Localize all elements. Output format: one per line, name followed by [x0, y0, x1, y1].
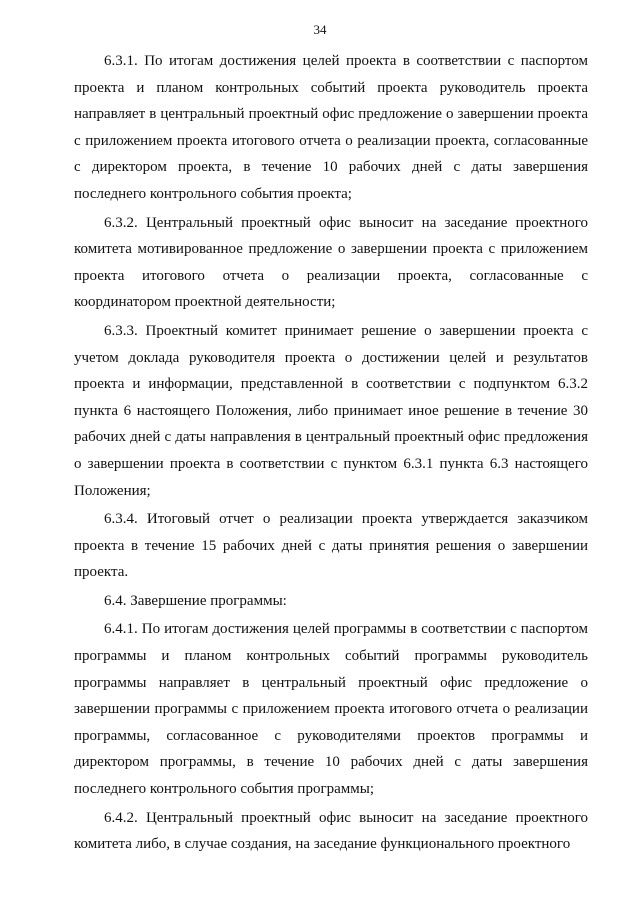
paragraph-6-4-1: 6.4.1. По итогам достижения целей программы в соответствии с паспортом программы и планом контрольных событий программы руководитель программы направляет в центральный проектный офис предложение о завершении программы с приложением проекта итогового отчета о реализации программы, согласованное с руководителями проектов программы и директором программы, в течение 10 рабочих дней с даты завершения последнего контрольного события программы;: [74, 621, 588, 798]
paragraph-6-3-2: 6.3.2. Центральный проектный офис выносит на заседание проектного комитета мотивированное предложение о завершении проекта с приложением проекта итогового отчета о реализации проекта, согласованные с координатором проектной деятельности;: [74, 214, 588, 311]
paragraph-6-3-4: 6.3.4. Итоговый отчет о реализации проекта утверждается заказчиком проекта в течение 15 рабочих дней с даты принятия решения о завершении проекта.: [74, 511, 588, 581]
page-bottom-margin: [0, 895, 640, 905]
document-body: [74, 48, 588, 858]
paragraph-6-4-heading: 6.4. Завершение программы:: [104, 592, 287, 609]
paragraph-6-3-3: 6.3.3. Проектный комитет принимает решение о завершении проекта с учетом доклада руководителя проекта о достижении целей и результатов проекта и информации, представленной в соответствии с подпунктом 6.3.2 пункта 6 настоящего Положения, либо принимает иное решение в течение 30 рабочих дней с даты направления в центральный проектный офис предложения о завершении проекта в соответствии с пунктом 6.3.1 пункта 6.3 настоящего Положения;: [74, 322, 588, 499]
paragraph-6-4-2: 6.4.2. Центральный проектный офис выносит на заседание проектного комитета либо, в случае создания, на заседание функционального проектного: [74, 809, 588, 853]
paragraph-6-3-1: 6.3.1. По итогам достижения целей проекта в соответствии с паспортом проекта и планом контрольных событий проекта руководитель проекта направляет в центральный проектный офис предложение о завершении проекта с приложением проекта итогового отчета о реализации проекта, согласованные с директором проекта, в течение 10 рабочих дней с даты завершения последнего контрольного события проекта;: [74, 53, 588, 202]
page-number: 34: [313, 22, 327, 37]
